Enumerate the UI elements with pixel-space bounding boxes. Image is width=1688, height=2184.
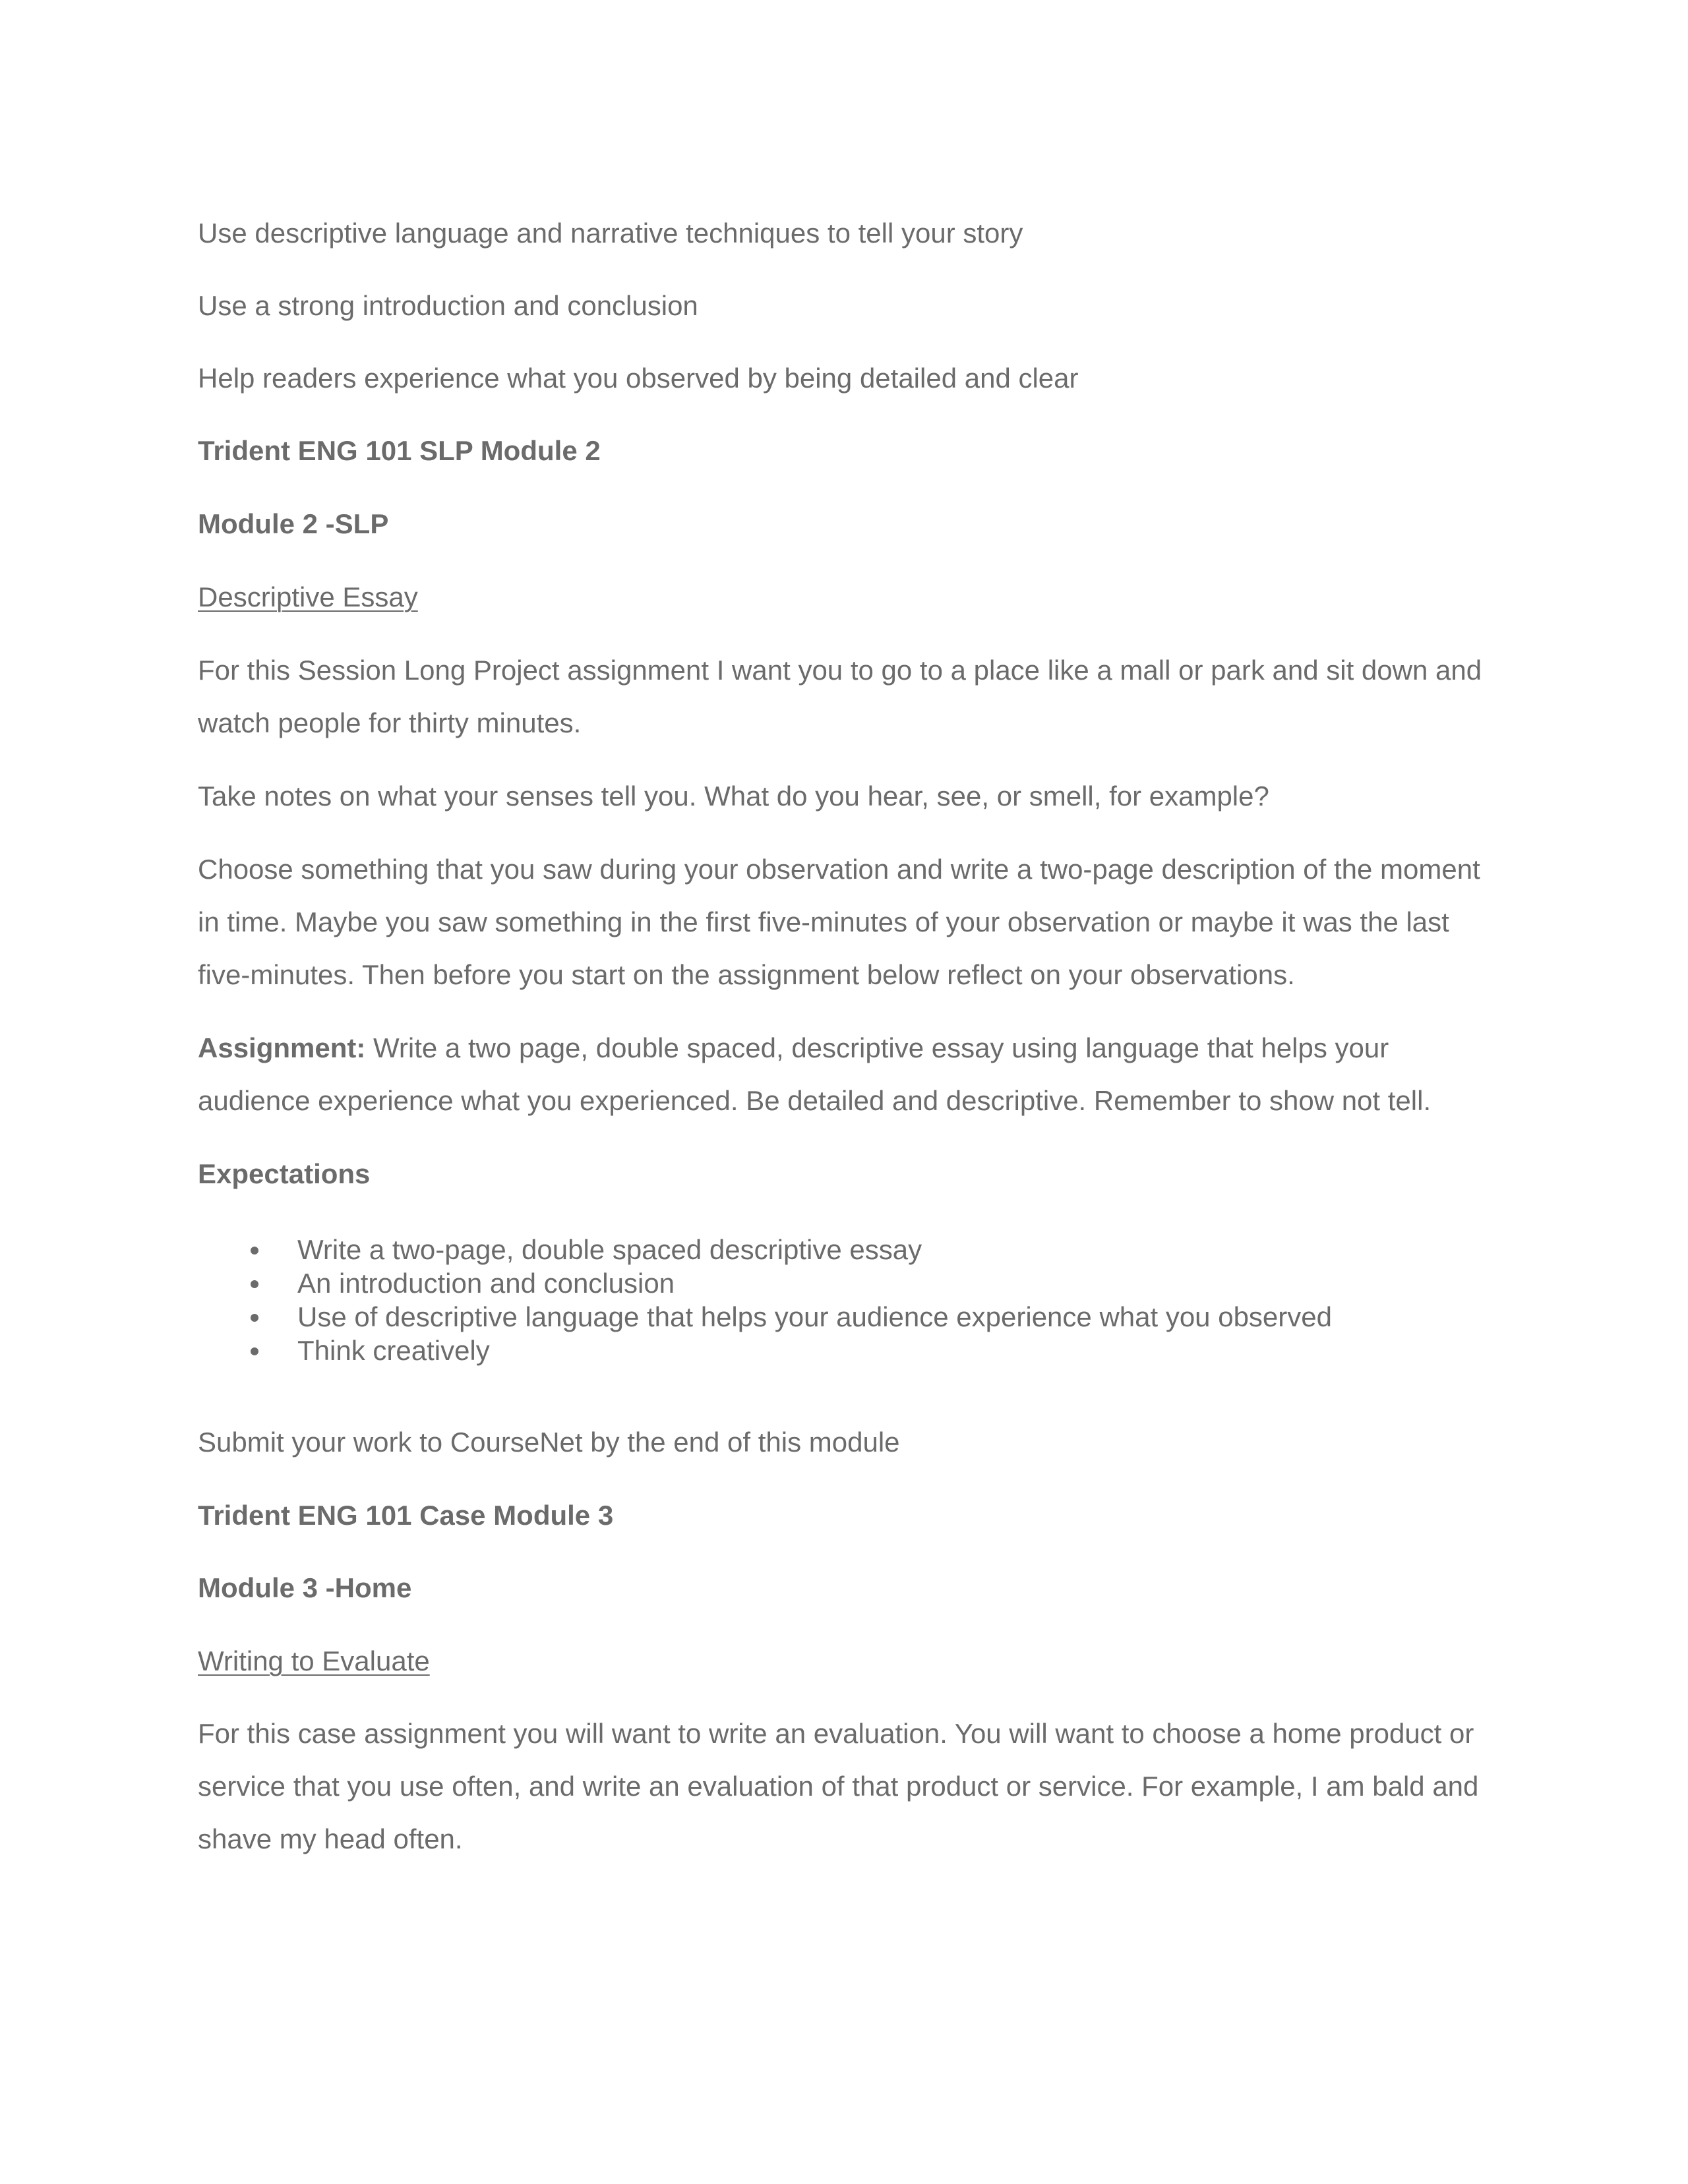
bullet-icon	[251, 1314, 258, 1322]
list-item: Think creatively	[198, 1334, 1332, 1367]
slp-title: Trident ENG 101 SLP Module 2	[198, 435, 601, 466]
list-item: Use of descriptive language that helps your audience experience what you observed	[198, 1300, 1332, 1334]
instruction-line-3: Help readers experience what you observed by being detailed and clear	[198, 363, 1079, 394]
list-item: Write a two-page, double spaced descriptive essay	[198, 1233, 1332, 1266]
bullet-icon	[251, 1247, 258, 1254]
slp-subtitle: Descriptive Essay	[198, 581, 418, 612]
submit-line: Submit your work to CourseNet by the end of this module	[198, 1427, 900, 1458]
instruction-line-2: Use a strong introduction and conclusion	[198, 290, 698, 321]
expectations-heading: Expectations	[198, 1158, 371, 1189]
slp-paragraph-3: Choose something that you saw during your observation and write a two-page description of the moment in time. Maybe you saw something in the first five-minutes of your observation or maybe it was the last five-minutes. Then before you start on the assignment below reflect on your observations.	[198, 854, 1480, 990]
instruction-line-1: Use descriptive language and narrative techniques to tell your story	[198, 218, 1023, 249]
slp-paragraph-2: Take notes on what your senses tell you. What do you hear, see, or smell, for example?	[198, 781, 1269, 812]
assignment-paragraph	[198, 1022, 1490, 1127]
slp-paragraph-1: For this Session Long Project assignment I want you to go to a place like a mall or park and sit down and watch people for thirty minutes.	[198, 655, 1482, 738]
bullet-icon	[251, 1347, 258, 1355]
bullet-icon	[251, 1280, 258, 1288]
case-title: Trident ENG 101 Case Module 3	[198, 1500, 614, 1531]
expectations-list	[198, 1233, 1332, 1367]
case-subtitle: Writing to Evaluate	[198, 1645, 430, 1676]
case-paragraph-1: For this case assignment you will want to write an evaluation. You will want to choose a home product or service that you use often, and write an evaluation of that product or service. For example, I am bald and shave my head often.	[198, 1718, 1479, 1854]
list-item: An introduction and conclusion	[198, 1266, 1332, 1300]
assignment-text: Write a two page, double spaced, descriptive essay using language that helps your audience experience what you experienced. Be detailed and descriptive. Remember to show not tell.	[198, 1032, 1432, 1116]
assignment-label: Assignment:	[198, 1032, 366, 1063]
case-module-heading: Module 3 -Home	[198, 1572, 412, 1603]
slp-module-heading: Module 2 -SLP	[198, 508, 389, 539]
